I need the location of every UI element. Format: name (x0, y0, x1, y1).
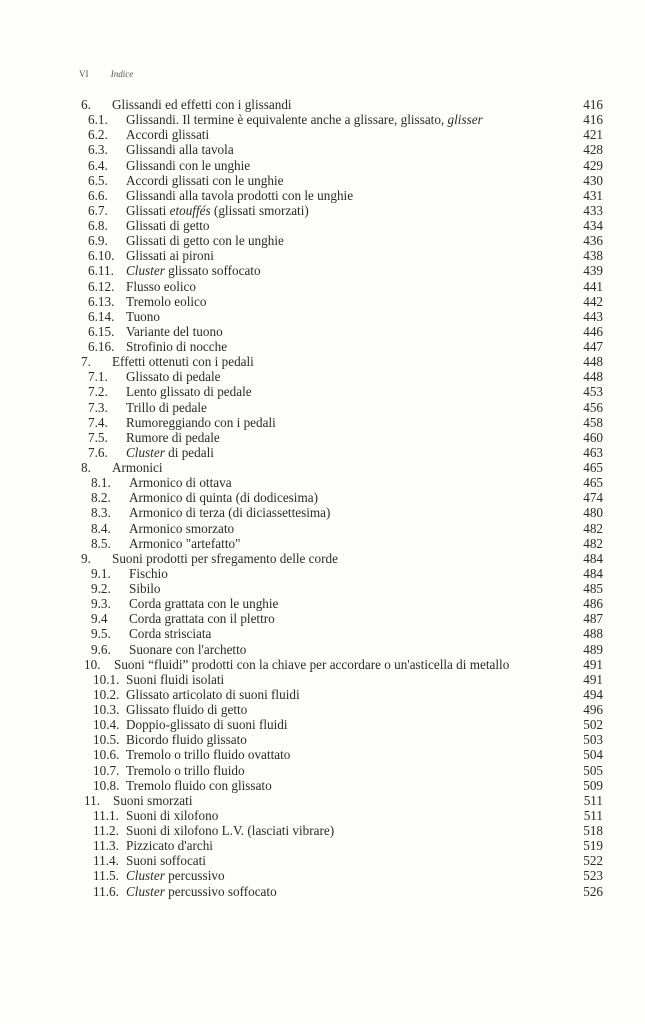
section-number: 10.7. (93, 762, 120, 778)
toc-section (0, 339, 645, 354)
toc-section (0, 823, 645, 838)
section-number: 8.3. (91, 505, 111, 521)
title-text: glissato soffocato (164, 263, 261, 279)
page-reference: 474 (583, 490, 603, 506)
page-reference: 430 (583, 172, 603, 188)
title-text: Sibilo (129, 581, 161, 596)
title-text: Tremolo fluido con glissato (126, 777, 272, 793)
toc-section (0, 384, 645, 399)
toc-section (0, 536, 645, 551)
page-reference: 416 (583, 97, 603, 112)
section-title (126, 702, 247, 717)
section-title (126, 415, 276, 430)
section-title (126, 324, 223, 339)
toc-section (0, 717, 645, 732)
page-reference: 488 (583, 626, 603, 642)
toc-chapter (0, 793, 645, 808)
title-text: Armonico di quinta (di dodicesima) (129, 490, 318, 506)
section-number: 9.3. (91, 596, 111, 612)
title-text: Suoni prodotti per sfregamento delle corde (112, 550, 338, 566)
title-text: Accordi glissati (126, 127, 210, 143)
toc-chapter (0, 97, 645, 112)
title-text: Glissati (126, 202, 170, 218)
toc-section (0, 158, 645, 173)
italic-term: glisser (447, 112, 483, 128)
page-reference: 456 (583, 399, 603, 415)
section-number: 8.5. (91, 535, 111, 551)
section-number: 9.6. (91, 641, 111, 657)
page-reference: 484 (583, 550, 603, 566)
section-title (129, 490, 318, 505)
title-text: Glissati di getto (126, 218, 210, 233)
section-title (112, 460, 163, 475)
title-text: Armonico di terza (di diciassettesima) (129, 505, 331, 521)
toc-section (0, 400, 645, 415)
title-text: Fischio (129, 565, 168, 581)
title-text: Glissato fluido di getto (126, 702, 248, 717)
section-number: 6.3. (88, 142, 108, 158)
section-number: 6.7. (88, 202, 108, 218)
page-reference: 447 (583, 339, 603, 354)
toc-section (0, 430, 645, 445)
title-text: Glissandi alla tavola (126, 142, 234, 158)
section-number: 8.1. (91, 475, 111, 491)
section-title (126, 853, 206, 868)
toc-section (0, 309, 645, 324)
toc-section (0, 415, 645, 430)
toc-section (0, 188, 645, 203)
section-number: 9.1. (91, 565, 111, 581)
section-number: 7.5. (88, 429, 108, 445)
section-number: 6.6. (88, 187, 108, 203)
page-reference: 443 (583, 308, 603, 324)
page-reference: 438 (583, 248, 603, 264)
section-number: 6.13. (88, 293, 115, 309)
section-number: 11.3. (93, 838, 119, 854)
title-text: percussivo (164, 868, 225, 884)
section-number: 6.10. (88, 248, 115, 264)
section-title (129, 626, 211, 641)
title-text: Glissati ai pironi (126, 248, 214, 264)
section-number: 8. (81, 460, 91, 475)
page-reference: 429 (583, 157, 603, 173)
section-title (126, 400, 207, 415)
toc-section (0, 475, 645, 490)
section-number: 11.1. (93, 807, 119, 823)
section-number: 11.5. (93, 868, 119, 884)
page-reference: 480 (583, 505, 603, 521)
section-number: 6.8. (88, 218, 108, 233)
page-reference: 421 (583, 127, 603, 143)
section-number: 10.5. (93, 732, 120, 748)
section-title (126, 884, 277, 899)
toc-section (0, 112, 645, 127)
toc-section (0, 596, 645, 611)
section-number: 8.2. (91, 490, 111, 506)
section-number: 10.8. (93, 777, 120, 793)
title-text: Tremolo o trillo fluido ovattato (126, 747, 291, 763)
section-number: 6.11. (88, 263, 114, 279)
section-title (129, 505, 330, 520)
italic-term: Cluster (126, 868, 165, 884)
section-title (114, 657, 509, 672)
section-title (126, 747, 290, 762)
section-number: 7.3. (88, 399, 108, 415)
page-reference: 494 (583, 686, 603, 702)
section-number: 6.14. (88, 308, 115, 324)
title-text: percussivo soffocato (164, 883, 277, 899)
title-text: Armonico di ottava (129, 475, 232, 491)
title-text: Glissandi. Il termine è equivalente anche a glissare, glissato, (126, 112, 448, 128)
toc-section (0, 702, 645, 717)
section-title (129, 642, 246, 657)
toc-section (0, 808, 645, 823)
title-text: Rumore di pedale (126, 429, 220, 445)
title-text: Bicordo fluido glissato (126, 732, 247, 748)
section-title (126, 732, 247, 747)
section-number: 10.4. (93, 717, 120, 733)
section-number: 7.1. (88, 369, 108, 385)
section-title (112, 551, 338, 566)
toc-chapter (0, 551, 645, 566)
section-title (126, 763, 245, 778)
section-title (126, 430, 220, 445)
section-number: 7.2. (88, 384, 108, 400)
toc-section (0, 263, 645, 278)
running-head (79, 69, 133, 79)
toc-chapter (0, 354, 645, 369)
section-number: 8.4. (91, 520, 111, 536)
toc-section (0, 747, 645, 762)
section-title (129, 596, 278, 611)
title-text: Suoni “fluidi” prodotti con la chiave per accordare o un'asticella di metallo (114, 656, 510, 672)
page-reference: 433 (583, 202, 603, 218)
page-reference: 484 (583, 565, 603, 581)
section-number: 6.15. (88, 323, 115, 339)
toc-section (0, 294, 645, 309)
section-title (126, 173, 283, 188)
section-number: 11.4. (93, 853, 119, 869)
section-title (126, 808, 218, 823)
section-title (126, 868, 225, 883)
section-number: 7. (81, 354, 91, 370)
section-title (112, 97, 292, 112)
page-reference: 487 (583, 611, 603, 627)
section-number: 10. (84, 656, 101, 672)
section-number: 6.1. (88, 112, 108, 128)
page-reference: 523 (583, 868, 603, 884)
page-reference: 504 (583, 747, 603, 763)
section-number: 6.2. (88, 127, 108, 143)
title-text: di pedali (164, 444, 214, 460)
page-reference: 502 (583, 717, 603, 733)
italic-term: Cluster (126, 263, 165, 279)
title-text: Glissati di getto con le unghie (126, 233, 284, 249)
page-reference: 482 (583, 520, 603, 536)
section-title (129, 475, 232, 490)
section-title (126, 778, 272, 793)
section-number: 11. (84, 792, 100, 808)
title-text: Tremolo o trillo fluido (126, 762, 245, 778)
section-number: 7.4. (88, 414, 108, 430)
title-text: Suoni soffocati (126, 853, 206, 869)
title-text: Armonico smorzato (129, 520, 235, 536)
title-text: Suoni smorzati (113, 792, 193, 808)
page-reference: 448 (583, 369, 603, 385)
title-text: Trillo di pedale (126, 399, 207, 415)
toc-section (0, 763, 645, 778)
section-title (126, 142, 234, 157)
toc-section (0, 581, 645, 596)
section-title (126, 384, 252, 399)
toc-section (0, 626, 645, 641)
page-reference: 439 (583, 263, 603, 279)
section-title (126, 838, 213, 853)
section-title (113, 793, 193, 808)
page-reference: 503 (583, 732, 603, 748)
section-title (129, 521, 234, 536)
title-text: Glissandi alla tavola prodotti con le unghie (126, 187, 354, 203)
title-text: Doppio-glissato di suoni fluidi (126, 717, 288, 733)
toc-section (0, 853, 645, 868)
title-text: Armonico "artefatto" (129, 535, 241, 551)
section-number: 10.6. (93, 747, 120, 763)
page-reference: 511 (583, 792, 603, 808)
toc-section (0, 445, 645, 460)
section-number: 9.5. (91, 626, 111, 642)
toc-section (0, 521, 645, 536)
page-reference: 431 (583, 187, 603, 203)
section-title (126, 233, 284, 248)
section-title (126, 248, 214, 263)
page-reference: 460 (583, 429, 603, 445)
section-number: 6. (81, 97, 91, 112)
title-text: Corda grattata con le unghie (129, 596, 279, 612)
section-number: 9.2. (91, 581, 111, 596)
toc-section (0, 732, 645, 747)
section-number: 6.16. (88, 339, 115, 354)
title-text: Tuono (126, 308, 160, 324)
page-reference: 428 (583, 142, 603, 158)
title-text: Rumoreggiando con i pedali (126, 414, 276, 430)
title-text: Corda grattata con il plettro (129, 611, 275, 627)
page-reference: 511 (583, 807, 603, 823)
section-title (126, 309, 160, 324)
page-reference: 465 (583, 475, 603, 491)
toc-section (0, 868, 645, 883)
section-title (129, 581, 161, 596)
page-reference: 416 (583, 112, 603, 128)
section-title (126, 218, 210, 233)
page-reference: 486 (583, 596, 603, 612)
section-number: 7.6. (88, 444, 108, 460)
page-reference: 519 (583, 838, 603, 854)
title-text: Tremolo eolico (126, 293, 207, 309)
toc-section (0, 142, 645, 157)
section-title (126, 158, 250, 173)
toc-section (0, 566, 645, 581)
section-title (126, 717, 288, 732)
toc-section (0, 233, 645, 248)
toc-section (0, 218, 645, 233)
toc-section (0, 127, 645, 142)
page-reference: 485 (583, 581, 603, 596)
toc-chapter (0, 460, 645, 475)
section-number: 6.12. (88, 278, 115, 294)
toc-section (0, 611, 645, 626)
page-reference: 465 (583, 460, 603, 475)
section-number: 6.5. (88, 172, 108, 188)
section-number: 11.2. (93, 823, 119, 838)
page-reference: 453 (583, 384, 603, 400)
page-reference: 491 (583, 656, 603, 672)
page-number: VI (79, 69, 89, 79)
italic-term: etouffés (169, 202, 211, 218)
toc-section (0, 778, 645, 793)
section-number: 10.1. (93, 671, 120, 687)
section-number: 9. (81, 550, 91, 566)
toc-section (0, 838, 645, 853)
section-title (126, 127, 209, 142)
title-text: Glissato articolato di suoni fluidi (126, 686, 300, 702)
page-reference: 458 (583, 414, 603, 430)
section-number: 10.2. (93, 686, 120, 702)
section-title (126, 188, 353, 203)
page-reference: 434 (583, 218, 603, 233)
section-title (126, 112, 483, 127)
title-text: Corda strisciata (129, 626, 212, 642)
toc-section (0, 505, 645, 520)
italic-term: Cluster (126, 883, 165, 899)
section-title (126, 672, 224, 687)
section-number: 10.3. (93, 702, 120, 717)
table-of-contents (0, 97, 645, 899)
title-text: Suonare con l'archetto (129, 641, 247, 657)
toc-section (0, 173, 645, 188)
title-text: Suoni di xilofono L.V. (lasciati vibrare) (126, 823, 335, 838)
title-text: Glissato di pedale (126, 369, 221, 385)
title-text: Accordi glissati con le unghie (126, 172, 284, 188)
section-title (112, 354, 254, 369)
section-title (129, 536, 240, 551)
section-number: 6.4. (88, 157, 108, 173)
page-reference: 505 (583, 762, 603, 778)
title-text: Variante del tuono (126, 323, 223, 339)
title-text: Glissandi ed effetti con i glissandi (112, 97, 292, 112)
section-title (126, 203, 309, 218)
toc-section (0, 279, 645, 294)
toc-section (0, 672, 645, 687)
toc-section (0, 490, 645, 505)
page-reference: 518 (583, 823, 603, 838)
toc-section (0, 324, 645, 339)
title-text: Effetti ottenuti con i pedali (112, 354, 254, 370)
section-number: 9.4 (91, 611, 108, 627)
toc-section (0, 369, 645, 384)
page-reference: 482 (583, 535, 603, 551)
section-title (126, 339, 227, 354)
page-reference: 496 (583, 702, 603, 717)
page-reference: 442 (583, 293, 603, 309)
title-text: Suoni fluidi isolati (126, 671, 225, 687)
toc-section (0, 248, 645, 263)
toc-section (0, 642, 645, 657)
toc-chapter (0, 657, 645, 672)
section-number: 6.9. (88, 233, 108, 249)
section-title (126, 279, 196, 294)
page-reference: 448 (583, 354, 603, 370)
page-reference: 491 (583, 671, 603, 687)
page-reference: 509 (583, 777, 603, 793)
title-text: Armonici (112, 460, 163, 475)
page-reference: 441 (583, 278, 603, 294)
page-reference: 526 (583, 883, 603, 899)
running-title: Indice (110, 69, 134, 79)
section-title (129, 611, 275, 626)
section-title (126, 263, 261, 278)
section-number: 11.6. (93, 883, 119, 899)
section-title (126, 294, 206, 309)
title-text: Pizzicato d'archi (126, 838, 213, 854)
section-title (126, 369, 221, 384)
title-text: Suoni di xilofono (126, 807, 219, 823)
page-reference: 436 (583, 233, 603, 249)
toc-section (0, 203, 645, 218)
italic-term: Cluster (126, 444, 165, 460)
section-title (126, 445, 214, 460)
title-text: Lento glissato di pedale (126, 384, 252, 400)
toc-section (0, 884, 645, 899)
title-text: Glissandi con le unghie (126, 157, 251, 173)
title-text: (glissati smorzati) (210, 202, 309, 218)
title-text: Strofinio di nocche (126, 339, 228, 354)
title-text: Flusso eolico (126, 278, 196, 294)
page-reference: 463 (583, 444, 603, 460)
page-reference: 489 (583, 641, 603, 657)
section-title (126, 823, 334, 838)
toc-section (0, 687, 645, 702)
section-title (129, 566, 168, 581)
section-title (126, 687, 300, 702)
page-reference: 522 (583, 853, 603, 869)
page-reference: 446 (583, 323, 603, 339)
